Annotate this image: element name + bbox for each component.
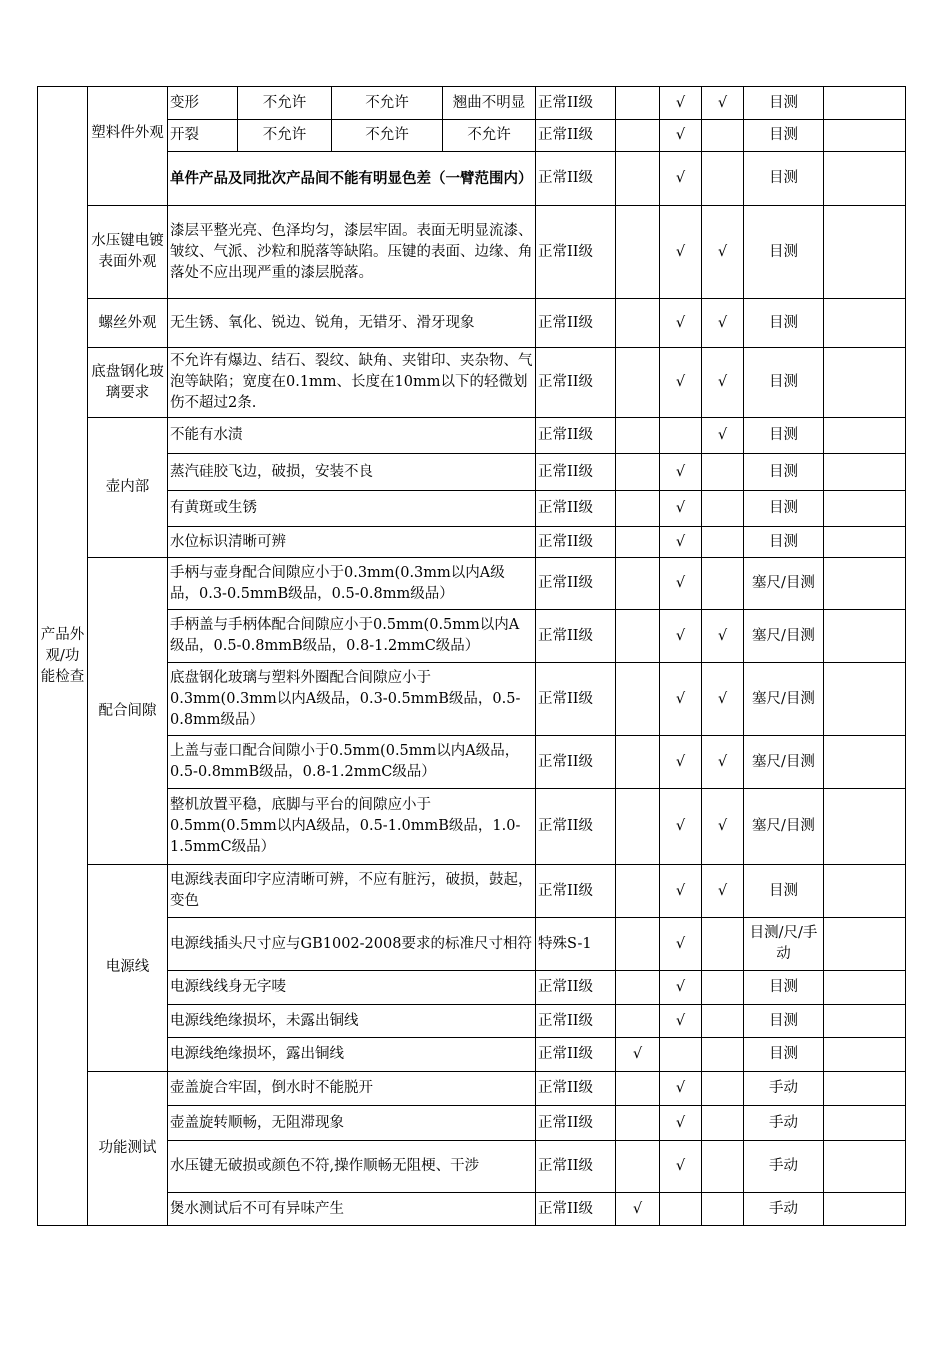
check-major: √ (660, 918, 702, 971)
check-minor: √ (702, 789, 744, 865)
group-gap: 配合间隙 (88, 558, 168, 865)
remark-cell (824, 1193, 906, 1226)
check-critical (616, 971, 660, 1005)
criteria-desc: 水位标识清晰可辨 (168, 527, 536, 558)
item-cell: 开裂 (168, 120, 238, 152)
inspection-method: 手动 (744, 1106, 824, 1141)
aql-level: 特殊S-1 (536, 918, 616, 971)
aql-level: 正常II级 (536, 491, 616, 527)
criteria-desc: 电源线表面印字应清晰可辨，不应有脏污，破损，鼓起，变色 (168, 865, 536, 918)
check-minor (702, 1005, 744, 1038)
criteria-desc: 蒸汽硅胶飞边，破损，安装不良 (168, 454, 536, 491)
criteria-desc: 上盖与壶口配合间隙小于0.5mm(0.5mm以内A级品，0.5-0.8mmB级品，0.8-1.2mmC级品） (168, 736, 536, 789)
criteria-desc: 煲水测试后不可有异味产生 (168, 1193, 536, 1226)
criteria-c: 不允许 (443, 120, 536, 152)
check-major: √ (660, 206, 702, 299)
remark-cell (824, 971, 906, 1005)
check-critical (616, 454, 660, 491)
check-major: √ (660, 971, 702, 1005)
inspection-method: 目测 (744, 971, 824, 1005)
check-major: √ (660, 152, 702, 206)
aql-level: 正常II级 (536, 120, 616, 152)
criteria-desc: 漆层平整光亮、色泽均匀，漆层牢固。表面无明显流漆、皱纹、气派、沙粒和脱落等缺陷。压键的表面、边缘、角落处不应出现严重的漆层脱落。 (168, 206, 536, 299)
aql-level: 正常II级 (536, 87, 616, 120)
check-minor (702, 454, 744, 491)
criteria-desc: 整机放置平稳，底脚与平台的间隙应小于0.5mm(0.5mm以内A级品，0.5-1.0mmB级品，1.0-1.5mmC级品） (168, 789, 536, 865)
check-critical (616, 918, 660, 971)
check-minor (702, 120, 744, 152)
aql-level: 正常II级 (536, 454, 616, 491)
check-critical: √ (616, 1193, 660, 1226)
aql-level: 正常II级 (536, 152, 616, 206)
inspection-method: 目测 (744, 299, 824, 348)
aql-level: 正常II级 (536, 299, 616, 348)
remark-cell (824, 1005, 906, 1038)
table-row (38, 418, 906, 454)
check-major: √ (660, 348, 702, 418)
criteria-desc: 无生锈、氧化、锐边、锐角，无错牙、滑牙现象 (168, 299, 536, 348)
aql-level: 正常II级 (536, 1005, 616, 1038)
inspection-method: 手动 (744, 1141, 824, 1193)
criteria-desc: 有黄斑或生锈 (168, 491, 536, 527)
check-critical (616, 558, 660, 610)
criteria-b: 不允许 (332, 87, 443, 120)
check-critical (616, 789, 660, 865)
criteria-desc: 电源线线身无字唛 (168, 971, 536, 1005)
check-minor: √ (702, 299, 744, 348)
inspection-table (37, 86, 906, 1226)
check-major: √ (660, 558, 702, 610)
check-minor: √ (702, 87, 744, 120)
inspection-method: 塞尺/目测 (744, 558, 824, 610)
check-critical (616, 527, 660, 558)
inspection-method: 目测 (744, 454, 824, 491)
remark-cell (824, 1141, 906, 1193)
criteria-c: 翘曲不明显 (443, 87, 536, 120)
remark-cell (824, 152, 906, 206)
aql-level: 正常II级 (536, 1106, 616, 1141)
check-major (660, 1193, 702, 1226)
table-row (38, 348, 906, 418)
check-minor: √ (702, 663, 744, 736)
table-row (38, 1141, 906, 1193)
table-row (38, 491, 906, 527)
check-major: √ (660, 1106, 702, 1141)
category-cell: 产品外观/功能检查 (38, 87, 88, 1226)
check-critical (616, 1005, 660, 1038)
criteria-desc: 电源线绝缘损坏，未露出铜线 (168, 1005, 536, 1038)
inspection-method: 手动 (744, 1193, 824, 1226)
check-major: √ (660, 865, 702, 918)
aql-level: 正常II级 (536, 789, 616, 865)
remark-cell (824, 610, 906, 663)
check-major: √ (660, 87, 702, 120)
remark-cell (824, 558, 906, 610)
table-row (38, 865, 906, 918)
check-minor: √ (702, 418, 744, 454)
criteria-b: 不允许 (332, 120, 443, 152)
inspection-method: 手动 (744, 1072, 824, 1106)
check-critical (616, 120, 660, 152)
group-glass: 底盘钢化玻璃要求 (88, 348, 168, 418)
inspection-method: 目测 (744, 491, 824, 527)
aql-level: 正常II级 (536, 865, 616, 918)
table-row (38, 454, 906, 491)
inspection-method: 目测 (744, 348, 824, 418)
aql-level: 正常II级 (536, 610, 616, 663)
group-inner: 壶内部 (88, 418, 168, 558)
aql-level: 正常II级 (536, 206, 616, 299)
check-minor (702, 558, 744, 610)
remark-cell (824, 206, 906, 299)
table-row (38, 663, 906, 736)
check-minor: √ (702, 736, 744, 789)
inspection-method: 目测 (744, 120, 824, 152)
criteria-desc: 电源线插头尺寸应与GB1002-2008要求的标准尺寸相符 (168, 918, 536, 971)
check-major (660, 418, 702, 454)
aql-level: 正常II级 (536, 348, 616, 418)
criteria-desc: 壶盖旋转顺畅，无阻滞现象 (168, 1106, 536, 1141)
check-critical (616, 348, 660, 418)
criteria-desc: 不能有水渍 (168, 418, 536, 454)
check-critical (616, 491, 660, 527)
check-critical (616, 206, 660, 299)
table-row (38, 971, 906, 1005)
inspection-method: 目测 (744, 152, 824, 206)
remark-cell (824, 1106, 906, 1141)
check-minor (702, 1038, 744, 1072)
criteria-desc: 手柄盖与手柄体配合间隙应小于0.5mm(0.5mm以内A级品，0.5-0.8mmB级品，0.8-1.2mmC级品） (168, 610, 536, 663)
remark-cell (824, 663, 906, 736)
check-critical (616, 865, 660, 918)
aql-level: 正常II级 (536, 1072, 616, 1106)
check-major: √ (660, 1005, 702, 1038)
check-minor: √ (702, 865, 744, 918)
check-minor (702, 491, 744, 527)
criteria-desc: 水压键无破损或颜色不符,操作顺畅无阻梗、干涉 (168, 1141, 536, 1193)
table-row (38, 87, 906, 120)
check-critical (616, 1106, 660, 1141)
table-row (38, 1005, 906, 1038)
check-minor (702, 971, 744, 1005)
table-row (38, 1038, 906, 1072)
group-cord: 电源线 (88, 865, 168, 1072)
check-major: √ (660, 454, 702, 491)
check-minor (702, 1106, 744, 1141)
inspection-method: 塞尺/目测 (744, 789, 824, 865)
aql-level: 正常II级 (536, 1141, 616, 1193)
remark-cell (824, 120, 906, 152)
check-minor (702, 527, 744, 558)
criteria-a: 不允许 (238, 87, 332, 120)
check-critical (616, 1141, 660, 1193)
table-row (38, 736, 906, 789)
check-major: √ (660, 663, 702, 736)
remark-cell (824, 348, 906, 418)
check-minor (702, 1141, 744, 1193)
check-minor (702, 1193, 744, 1226)
check-minor: √ (702, 348, 744, 418)
check-minor (702, 1072, 744, 1106)
inspection-method: 目测 (744, 527, 824, 558)
table-row (38, 1193, 906, 1226)
criteria-desc: 底盘钢化玻璃与塑料外圈配合间隙应小于0.3mm(0.3mm以内A级品，0.3-0.5mmB级品，0.5-0.8mm级品） (168, 663, 536, 736)
check-critical (616, 152, 660, 206)
aql-level: 正常II级 (536, 1038, 616, 1072)
inspection-method: 塞尺/目测 (744, 610, 824, 663)
group-plastic: 塑料件外观 (88, 87, 168, 206)
aql-level: 正常II级 (536, 736, 616, 789)
inspection-method: 塞尺/目测 (744, 736, 824, 789)
remark-cell (824, 1038, 906, 1072)
remark-cell (824, 454, 906, 491)
check-major: √ (660, 299, 702, 348)
table-row (38, 610, 906, 663)
check-major (660, 1038, 702, 1072)
remark-cell (824, 527, 906, 558)
aql-level: 正常II级 (536, 558, 616, 610)
table-row (38, 527, 906, 558)
table-row (38, 299, 906, 348)
table-row (38, 206, 906, 299)
criteria-desc: 壶盖旋合牢固，倒水时不能脱开 (168, 1072, 536, 1106)
aql-level: 正常II级 (536, 527, 616, 558)
check-critical (616, 299, 660, 348)
inspection-method: 塞尺/目测 (744, 663, 824, 736)
check-major: √ (660, 610, 702, 663)
remark-cell (824, 1072, 906, 1106)
remark-cell (824, 789, 906, 865)
check-major: √ (660, 527, 702, 558)
remark-cell (824, 87, 906, 120)
check-major: √ (660, 1141, 702, 1193)
table-row (38, 1072, 906, 1106)
inspection-method: 目测 (744, 87, 824, 120)
table-row (38, 918, 906, 971)
group-plating: 水压键电镀表面外观 (88, 206, 168, 299)
inspection-method: 目测 (744, 865, 824, 918)
remark-cell (824, 918, 906, 971)
aql-level: 正常II级 (536, 418, 616, 454)
aql-level: 正常II级 (536, 1193, 616, 1226)
criteria-desc: 电源线绝缘损坏，露出铜线 (168, 1038, 536, 1072)
group-screw: 螺丝外观 (88, 299, 168, 348)
check-critical: √ (616, 1038, 660, 1072)
check-minor (702, 152, 744, 206)
check-critical (616, 736, 660, 789)
remark-cell (824, 865, 906, 918)
check-minor: √ (702, 610, 744, 663)
check-critical (616, 610, 660, 663)
check-major: √ (660, 1072, 702, 1106)
inspection-method: 目测 (744, 418, 824, 454)
check-minor (702, 918, 744, 971)
table-row (38, 152, 906, 206)
table-row (38, 1106, 906, 1141)
check-critical (616, 418, 660, 454)
criteria-desc: 单件产品及同批次产品间不能有明显色差（一臂范围内） (168, 152, 536, 206)
check-critical (616, 1072, 660, 1106)
check-major: √ (660, 120, 702, 152)
remark-cell (824, 491, 906, 527)
inspection-method: 目测 (744, 206, 824, 299)
check-major: √ (660, 736, 702, 789)
aql-level: 正常II级 (536, 663, 616, 736)
remark-cell (824, 299, 906, 348)
inspection-method: 目测/尺/手动 (744, 918, 824, 971)
check-major: √ (660, 789, 702, 865)
remark-cell (824, 736, 906, 789)
criteria-desc: 手柄与壶身配合间隙应小于0.3mm(0.3mm以内A级品，0.3-0.5mmB级品，0.5-0.8mm级品） (168, 558, 536, 610)
criteria-desc: 不允许有爆边、结石、裂纹、缺角、夹钳印、夹杂物、气泡等缺陷；宽度在0.1mm、长度在10mm以下的轻微划伤不超过2条. (168, 348, 536, 418)
group-func: 功能测试 (88, 1072, 168, 1226)
table-row (38, 558, 906, 610)
check-major: √ (660, 491, 702, 527)
check-critical (616, 87, 660, 120)
remark-cell (824, 418, 906, 454)
table-row (38, 120, 906, 152)
check-critical (616, 663, 660, 736)
inspection-method: 目测 (744, 1038, 824, 1072)
inspection-method: 目测 (744, 1005, 824, 1038)
aql-level: 正常II级 (536, 971, 616, 1005)
criteria-a: 不允许 (238, 120, 332, 152)
table-row (38, 789, 906, 865)
item-cell: 变形 (168, 87, 238, 120)
check-minor: √ (702, 206, 744, 299)
